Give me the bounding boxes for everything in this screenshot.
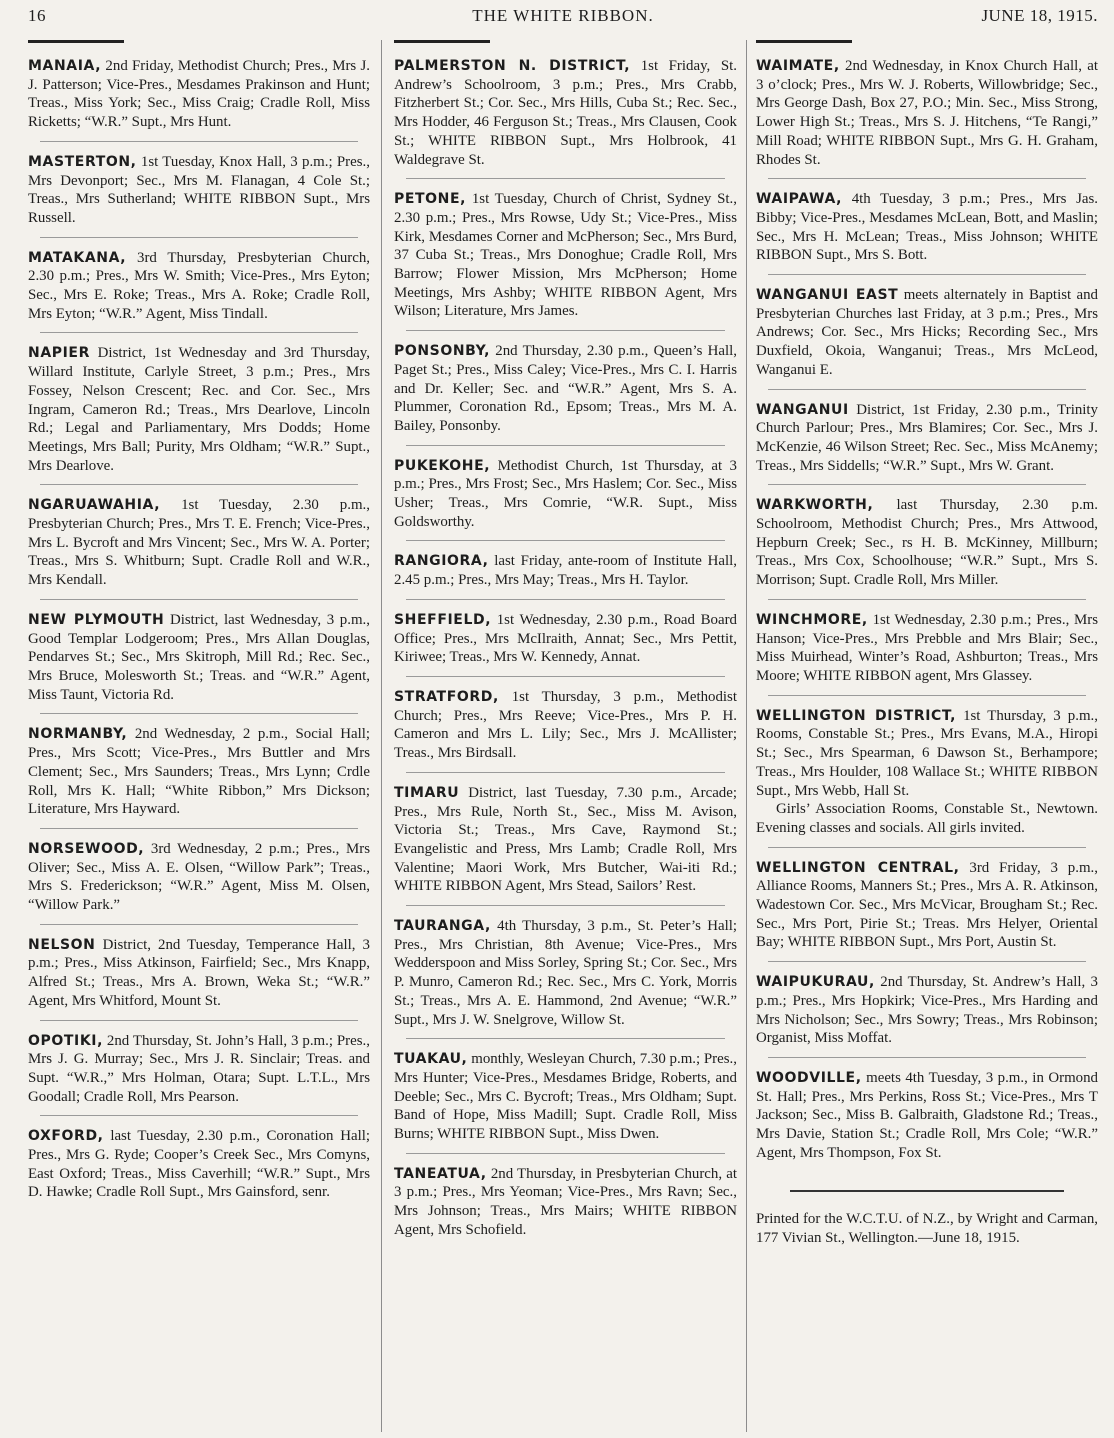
- branch-details: 2nd Thursday, St. Andrew’s Hall, 3 p.m.; Pres., Mrs Hopkirk; Vice-Pres., Mrs Harding and Mrs Nicholson; Sec., Mrs Sowry; Treas., Mrs Robinson; Organist, Miss Moffat.: [756, 974, 1098, 1047]
- branch-details: last Tuesday, 2.30 p.m., Coronation Hall; Pres., Mrs G. Ryde; Cooper’s Creek Sec., Mrs Comyns, East Oxford; Treas., Miss Caverhill; “W.R.” Supt., Mrs D. Hawke; Cradle Roll Supt., Mrs Gainsford, senr.: [28, 1128, 370, 1201]
- branch-details: 1st Thursday, 3 p.m., Rooms, Constable St.; Pres., Mrs Evans, M.A., Hiropi St.; Sec., Mrs Spearman, 6 Dawson St., Berhampore; Treas., Mrs Houlder, 108 Wallace St.; WHITE RIBBON Supt., Mrs Webb, Hall St.: [756, 707, 1098, 799]
- branch-details: 3rd Wednesday, 2 p.m.; Pres., Mrs Oliver; Sec., Miss A. E. Olsen, “Willow Park”; Treas., Mrs S. Frederickson; “W.R.” Agent, Miss M. Olsen, “Willow Park.”: [28, 840, 370, 914]
- branch-name: STRATFORD,: [394, 688, 499, 705]
- page-header: [22, 4, 1104, 30]
- branch-details: 4th Thursday, 3 p.m., St. Peter’s Hall; Pres., Mrs Christian, 8th Avenue; Vice-Pres., Mrs Wedderspoon and Miss Sorley, Spring St.; Cor. Sec., Mrs P. Munro, Cameron Rd.; Rec. Sec., Mrs C. York, Morris St.; Treas., Mrs A. E. Hammond, 2nd Avenue; “W.R.” Supt., Mrs J. W. Snelgrove, Willow St.: [394, 918, 737, 1028]
- branch-name: WINCHMORE,: [756, 611, 868, 628]
- entry-separator: [768, 178, 1086, 179]
- entry-separator: [40, 713, 358, 714]
- branch-entry: [756, 611, 1098, 686]
- branch-entry: [394, 57, 737, 169]
- branch-details: 2nd Wednesday, in Knox Church Hall, at 3 o’clock; Pres., Mrs W. J. Roberts, Willowbridge; Sec., Mrs George Dash, Box 27, P.O.; Min. Sec., Miss Strong, Lower High St.; Treas., Mrs S. J. Hitchens, “Te Rangi,” Mill Road; WHITE RIBBON Supt., Mrs G. H. Graham, Rhodes St.: [756, 58, 1098, 168]
- branch-name: TAURANGA,: [394, 918, 491, 935]
- branch-name: NAPIER: [28, 345, 90, 362]
- branch-name: WANGANUI EAST: [756, 287, 899, 304]
- branch-entry: [394, 342, 737, 436]
- entry-separator: [406, 540, 725, 541]
- branch-entry: [28, 1032, 370, 1107]
- entry-separator: [768, 1057, 1086, 1058]
- branch-details: 1st Thursday, 3 p.m., Methodist Church; Pres., Mrs Reeve; Vice-Pres., Mrs P. H. Cameron and Mrs L. Lily; Sec., Mrs J. McAllister; Treas., Mrs Birdsall.: [394, 688, 737, 762]
- branch-name: WAIMATE,: [756, 58, 840, 74]
- entry-separator: [40, 1115, 358, 1116]
- entry-separator: [406, 178, 725, 179]
- branch-name: PUKEKOHE,: [394, 457, 491, 474]
- entry-separator: [406, 1153, 725, 1154]
- branch-entry: [28, 57, 370, 132]
- branch-name: NELSON: [28, 936, 96, 953]
- branch-entry: [756, 859, 1098, 953]
- branch-details: 2nd Friday, Methodist Church; Pres., Mrs J. J. Patterson; Vice-Pres., Mesdames Prakinson and Hunt; Treas., Miss York; Sec., Miss Craig; Cradle Roll, Miss Ricketts; “W.R.” Supt., Mrs Hunt.: [28, 58, 370, 131]
- column-3: [756, 40, 1098, 1438]
- branch-name: TANEATUA,: [394, 1165, 487, 1182]
- printer-imprint: Printed for the W.C.T.U. of N.Z., by Wright and Carman, 177 Vivian St., Wellington.—June 18, 1915.: [756, 1211, 1098, 1247]
- entry-separator: [406, 772, 725, 773]
- branch-name: MASTERTON,: [28, 153, 137, 170]
- branch-entry: [28, 496, 370, 590]
- branch-name: WELLINGTON CENTRAL,: [756, 859, 960, 876]
- branch-name: NGARUAWAHIA,: [28, 497, 161, 514]
- branch-note: Girls’ Association Rooms, Constable St., Newtown. Evening classes and socials. All girls invited.: [756, 801, 1098, 836]
- branch-entry: [28, 840, 370, 915]
- branch-entry: [394, 190, 737, 321]
- branch-name: NORSEWOOD,: [28, 840, 145, 857]
- entry-separator: [768, 274, 1086, 275]
- branch-entry: [28, 344, 370, 475]
- branch-details: monthly, Wesleyan Church, 7.30 p.m.; Pres., Mrs Hunter; Vice-Pres., Mesdames Bridge, Roberts, and Deeble; Sec., Mrs C. Bycroft; Treas., Mrs Oldham; Supt. Band of Hope, Miss Madill; Supt. Cradle Roll, Miss Burns; WHITE RIBBON Supt., Miss Dwen.: [394, 1051, 737, 1143]
- branch-details: 3rd Friday, 3 p.m., Alliance Rooms, Manners St.; Pres., Mrs A. R. Atkinson, Wadestown Cor. Sec., Mrs McVicar, Brougham St.; Rec. Sec., Mrs Port, Pirie St.; Treas. Mrs Helyer, Oriental Bay; WHITE RIBBON Supt., Mrs Port, Austin St.: [756, 859, 1098, 951]
- branch-name: SHEFFIELD,: [394, 611, 492, 628]
- entry-separator: [40, 237, 358, 238]
- page-number: 16: [28, 6, 46, 25]
- branch-entry: [394, 1165, 737, 1240]
- branch-name: WARKWORTH,: [756, 497, 874, 514]
- branch-name: PONSONBY,: [394, 343, 491, 360]
- branch-name: MATAKANA,: [28, 249, 127, 266]
- branch-details: 3rd Thursday, Presbyterian Church, 2.30 p.m.; Pres., Mrs W. Smith; Vice-Pres., Mrs Eyton; Sec., Mrs E. Roke; Treas., Mrs A. Roke; Cradle Roll, Mrs Eyton; “W.R.” Agent, Miss Tindall.: [28, 249, 370, 322]
- branch-name: PETONE,: [394, 191, 467, 208]
- entry-separator: [406, 1038, 725, 1039]
- entry-separator: [40, 599, 358, 600]
- branch-entry: [28, 1127, 370, 1202]
- entry-separator: [768, 389, 1086, 390]
- branch-entry: [394, 1050, 737, 1144]
- branch-name: MANAIA,: [28, 58, 102, 74]
- branch-details: 1st Friday, St. Andrew’s Schoolroom, 3 p.m.; Pres., Mrs Crabb, Fitzherbert St.; Cor. Sec., Mrs Hills, Cuba St.; Rec. Sec., Mrs Hodder, 46 Ferguson St.; Treas., Mrs Clausen, Cook St.; WHITE RIBBON Supt., Mrs Holbrook, 41 Waldegrave St.: [394, 58, 737, 168]
- branch-details: last Friday, ante-room of Institute Hall, 2.45 p.m.; Pres., Mrs May; Treas., Mrs H. Taylor.: [394, 553, 737, 589]
- branch-name: WAIPUKURAU,: [756, 974, 875, 991]
- column-1: [28, 40, 370, 1438]
- branch-entry: [28, 936, 370, 1011]
- branch-details: 1st Tuesday, Knox Hall, 3 p.m.; Pres., Mrs Devonport; Sec., Mrs M. Flanagan, 4 Cole St.; Treas., Mrs Sutherland; WHITE RIBBON Supt., Mrs Russell.: [28, 153, 370, 226]
- branch-entry: [756, 973, 1098, 1048]
- branch-entry: [28, 153, 370, 228]
- branch-name: OPOTIKI,: [28, 1032, 103, 1049]
- branch-details: 2nd Thursday, 2.30 p.m., Queen’s Hall, Paget St.; Pres., Miss Caley; Vice-Pres., Mrs C. I. Harris and Dr. Keller; Sec. and “W.R.” Agent, Mrs S. A. Plummer, Coronation Rd., Epsom; Treas., Mrs M. A. Bailey, Ponsonby.: [394, 343, 737, 434]
- branch-entry: [394, 917, 737, 1029]
- branch-details: District, last Wednesday, 3 p.m., Good Templar Lodgeroom; Pres., Mrs Allan Douglas, Pendarves St.; Sec., Mrs Skitroph, Mill Rd.; Rec. Sec., Mrs Bruce, Molesworth St.; Treas. and “W.R.” Agent, Miss Taunt, Victoria Rd.: [28, 611, 370, 703]
- branch-entry: [756, 401, 1098, 476]
- branch-name: NEW PLYMOUTH: [28, 611, 165, 628]
- branch-entry: [756, 286, 1098, 380]
- branch-entry: [394, 457, 737, 532]
- branch-details: District, last Tuesday, 7.30 p.m., Arcade; Pres., Mrs Rule, North St., Sec., Miss M. Avison, Victoria St.; Treas., Mrs Cave, Raymond St.; Evangelistic and Press, Mrs Lamb; Cradle Roll, Mrs Valentine; Maori Work, Mrs Butcher, Wai-iti Rd.; WHITE RIBBON Agent, Mrs Stead, Sailors’ Rest.: [394, 784, 737, 895]
- branch-details: meets 4th Tuesday, 3 p.m., in Ormond St. Hall; Pres., Mrs Perkins, Ross St.; Vice-Pres., Mrs T Jackson; Sec., Miss B. Galbraith, Gladstone Rd.; Treas., Mrs Davie, Station St.; Cradle Roll, Mrs Cole; “W.R.” Agent, Mrs Thompson, Fox St.: [756, 1069, 1098, 1161]
- branch-entry: [756, 57, 1098, 169]
- branch-details: 2nd Wednesday, 2 p.m., Social Hall; Pres., Mrs Scott; Vice-Pres., Mrs Buttler and Mrs Clement; Sec., Mrs Saunders; Treas., Mrs Lynn; Crdle Roll, Mrs K. Hall; “White Ribbon,” Mrs Dickson; Literature, Mrs Hayward.: [28, 726, 370, 818]
- entry-separator: [406, 330, 725, 331]
- branch-details: District, 2nd Tuesday, Temperance Hall, 3 p.m.; Pres., Miss Atkinson, Fairfield; Sec., Mrs Knapp, Alfred St.; Treas., Mrs A. Brown, Weka St.; “W.R.” Agent, Mrs Whitford, Mount St.: [28, 936, 370, 1009]
- branch-details: 1st Tuesday, Church of Christ, Sydney St., 2.30 p.m.; Pres., Mrs Rowse, Udy St.; Vice-Pres., Miss Kirk, Mesdames Corner and McPherson; Sec., Mrs Burd, 37 Cuba St.; Treas., Mrs Donoghue; Cradle Roll, Mrs Barrow; Flower Mission, Mrs McPherson; Home Meetings, Mrs Ashby; WHITE RIBBON Agent, Mrs Wilson; Literature, Mrs James.: [394, 191, 737, 320]
- branch-entry: [28, 249, 370, 324]
- branch-entry: [28, 611, 370, 705]
- column-top-rule: [28, 40, 124, 43]
- branch-name: RANGIORA,: [394, 553, 489, 570]
- branch-entry: [756, 496, 1098, 590]
- branch-details: 1st Wednesday, 2.30 p.m.; Pres., Mrs Hanson; Vice-Pres., Mrs Prebble and Mrs Blair; Sec., Miss Muirhead, Winter’s Road, Ashburton; Treas., Mrs Moore; WHITE RIBBON agent, Mrs Glassey.: [756, 611, 1098, 684]
- branch-details: 2nd Thursday, in Presbyterian Church, at 3 p.m.; Pres., Mrs Yeoman; Vice-Pres., Mrs Ravn; Sec., Mrs Johnson; Treas., Mrs Mairs; WHITE RIBBON Agent, Mrs Schofield.: [394, 1165, 737, 1238]
- branch-details: 1st Wednesday, 2.30 p.m., Road Board Office; Pres., Mrs McIlraith, Annat; Sec., Mrs Pettit, Kiriwee; Treas., Mrs W. Kennedy, Annat.: [394, 611, 737, 666]
- branch-name: PALMERSTON N. DISTRICT,: [394, 58, 631, 74]
- branch-name: WELLINGTON DISTRICT,: [756, 707, 956, 724]
- branch-details: District, 1st Friday, 2.30 p.m., Trinity Church Parlour; Pres., Mrs Blamires; Cor. Sec., Mrs J. McKenzie, 46 Wilson Street; Rec. Sec., Miss McAnemy; Treas., Mrs Siddells; “W.R.” Supt., Mrs W. Grant.: [756, 401, 1098, 474]
- branch-entry: [394, 552, 737, 589]
- branch-name: WOODVILLE,: [756, 1069, 862, 1086]
- branch-details: 1st Tuesday, 2.30 p.m., Presbyterian Church; Pres., Mrs T. E. French; Vice-Pres., Mrs L. Bycroft and Mrs Vincent; Sec., Mrs W. A. Porter; Treas., Mrs S. Whitburn; Supt. Cradle Roll and W.R., Mrs Kendall.: [28, 497, 370, 589]
- entry-separator: [406, 599, 725, 600]
- branch-entry: [756, 190, 1098, 265]
- branch-details: 2nd Thursday, St. John’s Hall, 3 p.m.; Pres., Mrs J. G. Murray; Sec., Mrs J. R. Sinclair; Treas. and Supt. “W.R.,” Mrs Holman, Otara; Supt. L.T.L., Mrs Goodall; Cradle Roll, Mrs Pearson.: [28, 1032, 370, 1105]
- entry-separator: [40, 332, 358, 333]
- branch-name: TIMARU: [394, 784, 460, 801]
- column-2: [394, 40, 737, 1438]
- column-top-rule: [756, 40, 852, 43]
- entry-separator: [40, 141, 358, 142]
- column-divider: [381, 40, 382, 1432]
- branch-details: District, 1st Wednesday and 3rd Thursday, Willard Institute, Carlyle Street, 3 p.m.; Pres., Mrs Fossey, Nelson Crescent; Rec. and Cor. Sec., Mrs Ingram, Cameron Rd.; Treas., Mrs Dearlove, Lincoln Rd.; Legal and Parliamentary, Mrs Dodds; Home Meetings, Mrs Ball; Purity, Mrs Oldham; “W.R.” Supt., Mrs Dearlove.: [28, 345, 370, 474]
- entry-separator: [768, 695, 1086, 696]
- entry-separator: [768, 599, 1086, 600]
- entry-separator: [406, 905, 725, 906]
- branch-details: Methodist Church, 1st Thursday, at 3 p.m.; Pres., Mrs Frost; Sec., Mrs Haslem; Cor. Sec., Miss Usher; Treas., Mrs Comrie, “W.R. Supt., Miss Goldsworthy.: [394, 457, 737, 530]
- branch-name: WANGANUI: [756, 401, 849, 418]
- branch-entry: [394, 688, 737, 763]
- branch-name: WAIPAWA,: [756, 191, 843, 208]
- branch-details: last Thursday, 2.30 p.m. Schoolroom, Methodist Church; Pres., Mrs Attwood, Hepburn Creek; Sec., rs H. B. McKinney, Millburn; Treas., Mrs Cox, Schoolhouse; “W.R.” Supt., Mrs S. Morrison; Supt. Cradle Roll, Mrs Miller.: [756, 497, 1098, 589]
- footer-rule: [790, 1190, 1064, 1192]
- branch-name: OXFORD,: [28, 1128, 104, 1145]
- branch-name: TUAKAU,: [394, 1051, 468, 1068]
- branch-details: meets alternately in Baptist and Presbyterian Churches last Friday, at 3 p.m.; Pres., Mrs Andrews; Cor. Sec., Mrs Hicks; Recording Sec., Mrs Duxfield, Okoia, Wanganui; Treas., Mrs McLeod, Wanganui E.: [756, 287, 1098, 378]
- column-top-rule: [394, 40, 490, 43]
- branch-entry: [394, 611, 737, 667]
- entry-separator: [768, 847, 1086, 848]
- column-divider: [746, 40, 747, 1432]
- entry-separator: [40, 828, 358, 829]
- entry-separator: [406, 445, 725, 446]
- branch-entry: [394, 784, 737, 896]
- publication-title: THE WHITE RIBBON.: [472, 6, 654, 25]
- entry-separator: [40, 924, 358, 925]
- entry-separator: [768, 961, 1086, 962]
- branch-entry: [756, 707, 1098, 838]
- entry-separator: [40, 484, 358, 485]
- branch-details: 4th Tuesday, 3 p.m.; Pres., Mrs Jas. Bibby; Vice-Pres., Mesdames McLean, Bott, and Maslin; Sec., Mrs H. McLean; Treas., Miss Johnson; WHITE RIBBON Supt., Mrs S. Bott.: [756, 191, 1098, 264]
- issue-date: JUNE 18, 1915.: [981, 6, 1098, 25]
- branch-name: NORMANBY,: [28, 726, 128, 743]
- entry-separator: [40, 1020, 358, 1021]
- entry-separator: [768, 484, 1086, 485]
- branch-entry: [28, 725, 370, 819]
- entry-separator: [406, 676, 725, 677]
- branch-entry: [756, 1069, 1098, 1163]
